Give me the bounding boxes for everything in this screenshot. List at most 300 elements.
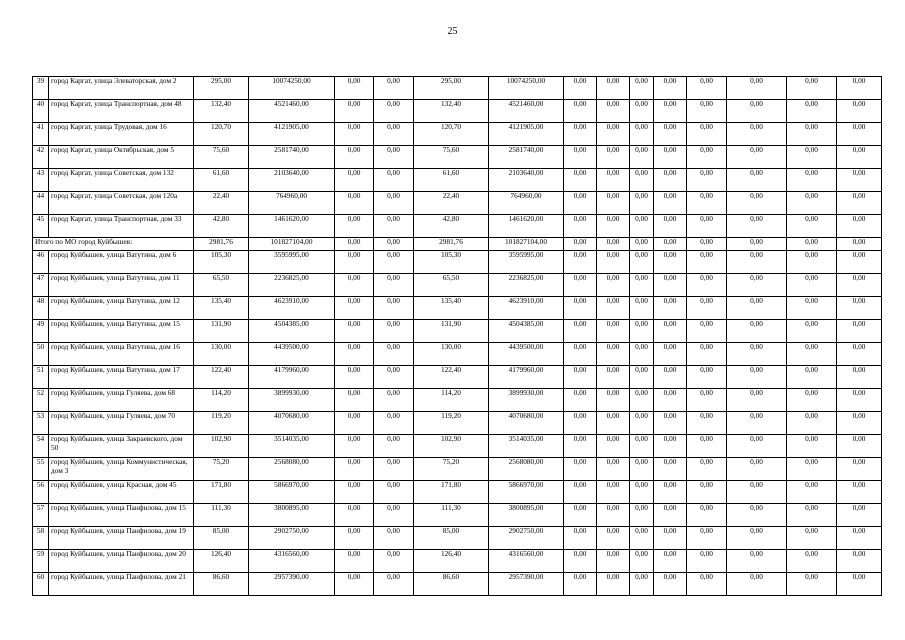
value-cell: 0,00 [687,435,727,458]
value-cell: 130,00 [194,343,249,366]
value-cell: 0,00 [374,320,414,343]
value-cell: 0,00 [335,215,374,238]
value-cell: 122,40 [414,366,489,389]
value-cell: 0,00 [630,320,654,343]
value-cell: 3800895,00 [249,504,335,527]
value-cell: 0,00 [654,343,687,366]
value-cell: 0,00 [837,297,882,320]
value-cell: 0,00 [654,366,687,389]
value-cell: 0,00 [787,146,837,169]
value-cell: 22,40 [414,192,489,215]
value-cell: 0,00 [654,389,687,412]
value-cell: 101827104,00 [489,238,564,251]
value-cell: 135,40 [414,297,489,320]
value-cell: 0,00 [837,573,882,596]
value-cell: 0,00 [727,550,787,573]
value-cell: 2236825,00 [489,274,564,297]
value-cell: 3800895,00 [489,504,564,527]
value-cell: 0,00 [597,238,630,251]
value-cell: 0,00 [727,412,787,435]
value-cell: 0,00 [335,297,374,320]
value-cell: 2581740,00 [249,146,335,169]
value-cell: 0,00 [374,573,414,596]
value-cell: 0,00 [597,389,630,412]
table-row [33,481,882,504]
value-cell: 0,00 [374,527,414,550]
table-row [33,100,882,123]
value-cell: 0,00 [787,343,837,366]
value-cell: 0,00 [630,550,654,573]
value-cell: 0,00 [654,251,687,274]
value-cell: 0,00 [564,481,597,504]
value-cell: 102,90 [194,435,249,458]
value-cell: 85,00 [414,527,489,550]
value-cell: 2568080,00 [249,458,335,481]
value-cell: 4070680,00 [249,412,335,435]
value-cell: 0,00 [687,297,727,320]
value-cell: 0,00 [787,169,837,192]
value-cell: 0,00 [597,481,630,504]
value-cell: 0,00 [837,389,882,412]
value-cell: 0,00 [374,412,414,435]
value-cell: 0,00 [687,238,727,251]
address-cell: город Куйбышев, улица Красная, дом 45 [49,481,194,504]
table-row [33,169,882,192]
value-cell: 0,00 [837,169,882,192]
address-cell: город Куйбышев, улица Коммунистическая, дом 3 [49,458,194,481]
value-cell: 0,00 [837,320,882,343]
address-cell: город Каргат, улица Транспортная, дом 33 [49,215,194,238]
value-cell: 0,00 [837,146,882,169]
value-cell: 114,20 [414,389,489,412]
value-cell: 4121905,00 [249,123,335,146]
value-cell: 0,00 [564,435,597,458]
value-cell: 295,00 [194,77,249,100]
value-cell: 1461620,00 [249,215,335,238]
value-cell: 132,40 [414,100,489,123]
value-cell: 4179960,00 [489,366,564,389]
value-cell: 0,00 [687,274,727,297]
value-cell: 0,00 [837,238,882,251]
address-cell: город Куйбышев, улица Ватутина, дом 16 [49,343,194,366]
value-cell: 0,00 [787,458,837,481]
value-cell: 0,00 [630,169,654,192]
table-row [33,573,882,596]
value-cell: 2981,76 [414,238,489,251]
value-cell: 0,00 [727,192,787,215]
value-cell: 0,00 [787,412,837,435]
repair-register-table [32,76,882,596]
value-cell: 0,00 [564,366,597,389]
address-cell: город Куйбышев, улица Ватутина, дом 12 [49,297,194,320]
value-cell: 2236825,00 [249,274,335,297]
value-cell: 0,00 [787,215,837,238]
value-cell: 119,20 [414,412,489,435]
address-cell: город Куйбышев, улица Ватутина, дом 11 [49,274,194,297]
value-cell: 75,60 [194,146,249,169]
row-number: 43 [33,169,49,192]
value-cell: 0,00 [630,123,654,146]
value-cell: 0,00 [374,366,414,389]
value-cell: 0,00 [727,169,787,192]
value-cell: 0,00 [787,192,837,215]
value-cell: 0,00 [837,435,882,458]
value-cell: 2103640,00 [489,169,564,192]
value-cell: 0,00 [630,146,654,169]
value-cell: 0,00 [374,100,414,123]
value-cell: 0,00 [374,146,414,169]
value-cell: 3899930,00 [489,389,564,412]
value-cell: 0,00 [837,458,882,481]
value-cell: 0,00 [564,169,597,192]
value-cell: 0,00 [374,435,414,458]
table-row [33,297,882,320]
value-cell: 0,00 [374,297,414,320]
value-cell: 171,80 [414,481,489,504]
row-number: 51 [33,366,49,389]
value-cell: 0,00 [630,100,654,123]
row-number: 57 [33,504,49,527]
value-cell: 0,00 [727,297,787,320]
value-cell: 0,00 [374,77,414,100]
value-cell: 2902750,00 [249,527,335,550]
value-cell: 0,00 [687,146,727,169]
value-cell: 0,00 [564,297,597,320]
value-cell: 0,00 [787,100,837,123]
value-cell: 126,40 [414,550,489,573]
value-cell: 4504385,00 [249,320,335,343]
value-cell: 0,00 [630,238,654,251]
value-cell: 1461620,00 [489,215,564,238]
value-cell: 0,00 [597,527,630,550]
value-cell: 4121905,00 [489,123,564,146]
value-cell: 0,00 [787,550,837,573]
row-number: 42 [33,146,49,169]
value-cell: 105,30 [414,251,489,274]
value-cell: 4316560,00 [249,550,335,573]
value-cell: 0,00 [374,343,414,366]
value-cell: 0,00 [654,77,687,100]
value-cell: 0,00 [787,527,837,550]
table-row [33,527,882,550]
address-cell: город Куйбышев, улица Панфилова, дом 19 [49,527,194,550]
value-cell: 0,00 [335,527,374,550]
value-cell: 0,00 [564,389,597,412]
value-cell: 0,00 [335,100,374,123]
value-cell: 119,20 [194,412,249,435]
address-cell: город Куйбышев, улица Ватутина, дом 15 [49,320,194,343]
value-cell: 0,00 [630,77,654,100]
value-cell: 0,00 [564,77,597,100]
value-cell: 5866970,00 [489,481,564,504]
value-cell: 10074250,00 [249,77,335,100]
value-cell: 0,00 [727,215,787,238]
row-number: 52 [33,389,49,412]
value-cell: 0,00 [597,458,630,481]
value-cell: 0,00 [597,146,630,169]
value-cell: 3899930,00 [249,389,335,412]
value-cell: 0,00 [654,573,687,596]
row-number: 60 [33,573,49,596]
value-cell: 0,00 [687,550,727,573]
value-cell: 0,00 [597,504,630,527]
value-cell: 0,00 [727,320,787,343]
value-cell: 0,00 [787,297,837,320]
row-number: 48 [33,297,49,320]
value-cell: 0,00 [727,527,787,550]
value-cell: 0,00 [687,169,727,192]
value-cell: 2568080,00 [489,458,564,481]
value-cell: 0,00 [654,274,687,297]
value-cell: 111,30 [194,504,249,527]
value-cell: 0,00 [687,504,727,527]
value-cell: 3595995,00 [249,251,335,274]
value-cell: 3595995,00 [489,251,564,274]
value-cell: 86,60 [414,573,489,596]
value-cell: 0,00 [687,123,727,146]
value-cell: 0,00 [630,215,654,238]
value-cell: 111,30 [414,504,489,527]
table-row [33,389,882,412]
address-cell: город Каргат, улица Октябрьская, дом 5 [49,146,194,169]
value-cell: 0,00 [630,343,654,366]
value-cell: 0,00 [335,366,374,389]
value-cell: 0,00 [787,573,837,596]
value-cell: 0,00 [564,123,597,146]
value-cell: 0,00 [630,504,654,527]
value-cell: 0,00 [597,192,630,215]
value-cell: 0,00 [654,100,687,123]
value-cell: 0,00 [787,238,837,251]
value-cell: 0,00 [335,146,374,169]
value-cell: 75,60 [414,146,489,169]
row-number: 59 [33,550,49,573]
value-cell: 0,00 [727,274,787,297]
table-row [33,251,882,274]
value-cell: 0,00 [597,366,630,389]
value-cell: 0,00 [727,435,787,458]
address-cell: город Каргат, улица Трудовая, дом 16 [49,123,194,146]
table-row [33,215,882,238]
value-cell: 0,00 [630,435,654,458]
row-number: 58 [33,527,49,550]
value-cell: 0,00 [727,77,787,100]
value-cell: 0,00 [335,123,374,146]
value-cell: 764960,00 [489,192,564,215]
row-number: 40 [33,100,49,123]
value-cell: 2981,76 [194,238,249,251]
value-cell: 0,00 [654,527,687,550]
table-row [33,458,882,481]
value-cell: 0,00 [837,550,882,573]
value-cell: 0,00 [654,238,687,251]
value-cell: 0,00 [787,366,837,389]
value-cell: 0,00 [630,297,654,320]
value-cell: 0,00 [374,504,414,527]
table-row [33,343,882,366]
value-cell: 0,00 [727,504,787,527]
value-cell: 0,00 [335,192,374,215]
value-cell: 0,00 [597,573,630,596]
address-cell: город Каргат, улица Транспортная, дом 48 [49,100,194,123]
value-cell: 0,00 [335,412,374,435]
value-cell: 135,40 [194,297,249,320]
value-cell: 65,50 [194,274,249,297]
value-cell: 4316560,00 [489,550,564,573]
value-cell: 0,00 [597,215,630,238]
value-cell: 130,00 [414,343,489,366]
value-cell: 0,00 [335,481,374,504]
page-number: 25 [447,26,458,37]
value-cell: 0,00 [597,320,630,343]
value-cell: 0,00 [654,504,687,527]
address-cell: город Каргат, улица Советская, дом 120а [49,192,194,215]
value-cell: 3514035,00 [489,435,564,458]
value-cell: 0,00 [630,481,654,504]
row-number: 39 [33,77,49,100]
value-cell: 0,00 [564,192,597,215]
table-body [33,77,882,596]
value-cell: 0,00 [597,412,630,435]
value-cell: 0,00 [597,274,630,297]
table-row [33,550,882,573]
value-cell: 0,00 [787,274,837,297]
value-cell: 0,00 [654,435,687,458]
value-cell: 0,00 [654,481,687,504]
value-cell: 0,00 [837,481,882,504]
value-cell: 0,00 [687,389,727,412]
value-cell: 0,00 [630,573,654,596]
value-cell: 0,00 [837,77,882,100]
value-cell: 102,90 [414,435,489,458]
value-cell: 0,00 [787,435,837,458]
address-cell: город Куйбышев, улица Гуляева, дом 70 [49,412,194,435]
value-cell: 22,40 [194,192,249,215]
value-cell: 3514035,00 [249,435,335,458]
value-cell: 75,20 [414,458,489,481]
row-number: 50 [33,343,49,366]
value-cell: 0,00 [564,527,597,550]
value-cell: 0,00 [374,238,414,251]
value-cell: 0,00 [597,123,630,146]
value-cell: 0,00 [837,215,882,238]
value-cell: 0,00 [564,320,597,343]
value-cell: 0,00 [630,251,654,274]
table-row [33,77,882,100]
value-cell: 0,00 [787,123,837,146]
value-cell: 0,00 [727,481,787,504]
value-cell: 0,00 [837,366,882,389]
value-cell: 0,00 [564,146,597,169]
value-cell: 0,00 [564,215,597,238]
value-cell: 0,00 [654,550,687,573]
value-cell: 75,20 [194,458,249,481]
value-cell: 0,00 [654,320,687,343]
value-cell: 0,00 [654,412,687,435]
value-cell: 0,00 [837,412,882,435]
table-row [33,435,882,458]
value-cell: 0,00 [335,320,374,343]
value-cell: 0,00 [727,573,787,596]
address-cell: город Каргат, улица Советская, дом 132 [49,169,194,192]
value-cell: 0,00 [335,238,374,251]
value-cell: 5866970,00 [249,481,335,504]
value-cell: 61,60 [414,169,489,192]
value-cell: 0,00 [564,274,597,297]
value-cell: 131,90 [194,320,249,343]
value-cell: 0,00 [597,77,630,100]
value-cell: 0,00 [597,435,630,458]
row-number: 49 [33,320,49,343]
value-cell: 2103640,00 [249,169,335,192]
value-cell: 0,00 [597,343,630,366]
value-cell: 0,00 [787,251,837,274]
value-cell: 0,00 [374,123,414,146]
value-cell: 4179960,00 [249,366,335,389]
value-cell: 0,00 [630,389,654,412]
value-cell: 2581740,00 [489,146,564,169]
table-row [33,412,882,435]
row-number: 55 [33,458,49,481]
value-cell: 4439500,00 [489,343,564,366]
value-cell: 65,50 [414,274,489,297]
value-cell: 131,90 [414,320,489,343]
table-row [33,274,882,297]
value-cell: 0,00 [374,215,414,238]
value-cell: 0,00 [727,389,787,412]
value-cell: 0,00 [564,412,597,435]
value-cell: 0,00 [837,274,882,297]
value-cell: 0,00 [837,504,882,527]
value-cell: 2902750,00 [489,527,564,550]
value-cell: 0,00 [597,169,630,192]
value-cell: 0,00 [597,100,630,123]
value-cell: 85,00 [194,527,249,550]
value-cell: 0,00 [687,192,727,215]
table-row [33,146,882,169]
value-cell: 0,00 [787,77,837,100]
value-cell: 0,00 [727,366,787,389]
value-cell: 4439500,00 [249,343,335,366]
row-number: 41 [33,123,49,146]
value-cell: 0,00 [837,527,882,550]
value-cell: 0,00 [374,251,414,274]
value-cell: 0,00 [630,274,654,297]
value-cell: 126,40 [194,550,249,573]
value-cell: 42,80 [414,215,489,238]
address-cell: город Куйбышев, улица Гуляева, дом 68 [49,389,194,412]
value-cell: 0,00 [787,481,837,504]
value-cell: 0,00 [687,215,727,238]
value-cell: 764960,00 [249,192,335,215]
value-cell: 0,00 [335,435,374,458]
value-cell: 0,00 [727,238,787,251]
value-cell: 0,00 [630,412,654,435]
value-cell: 0,00 [374,192,414,215]
value-cell: 0,00 [335,573,374,596]
total-row [33,238,882,251]
value-cell: 0,00 [564,573,597,596]
address-cell: город Куйбышев, улица Ватутина, дом 6 [49,251,194,274]
value-cell: 295,00 [414,77,489,100]
row-number: 56 [33,481,49,504]
value-cell: 0,00 [837,251,882,274]
value-cell: 0,00 [687,412,727,435]
value-cell: 132,40 [194,100,249,123]
value-cell: 0,00 [727,146,787,169]
value-cell: 0,00 [564,343,597,366]
row-number: 47 [33,274,49,297]
